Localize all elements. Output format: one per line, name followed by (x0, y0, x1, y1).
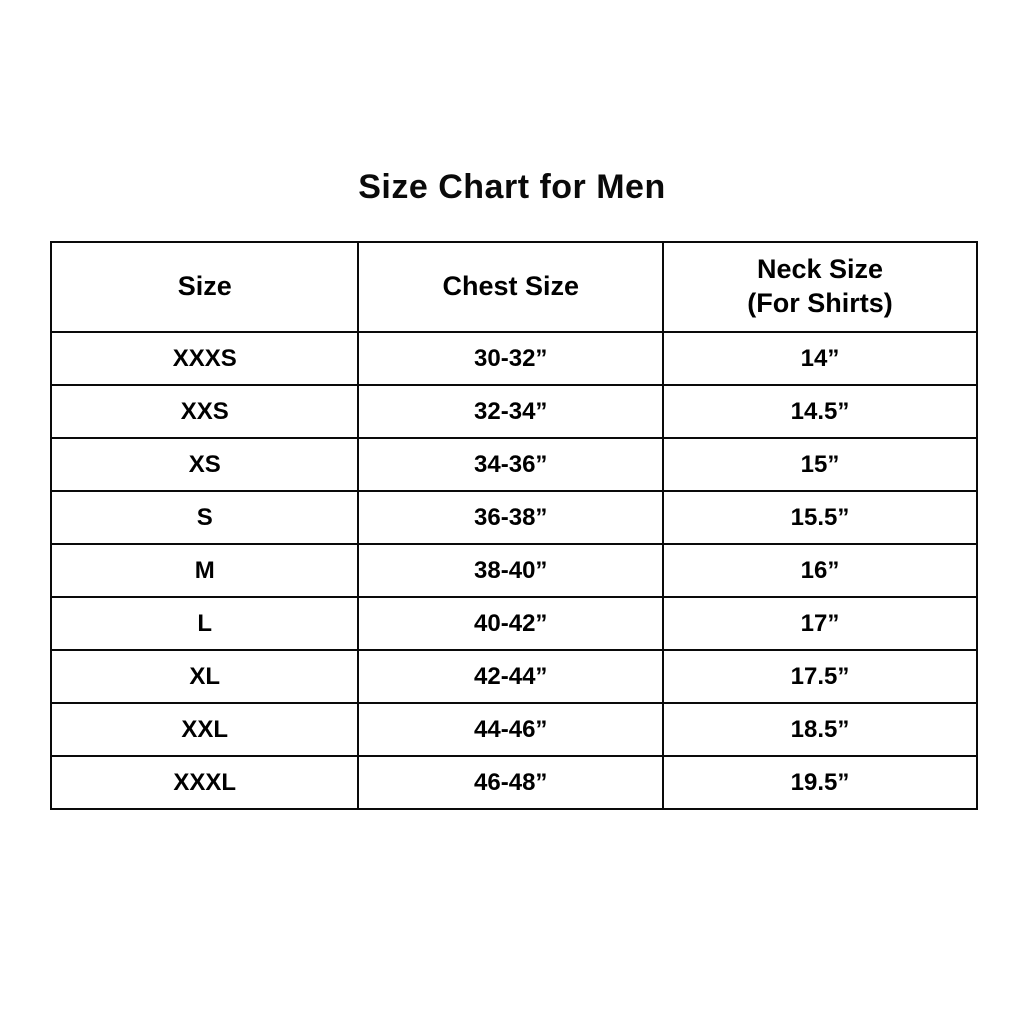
neck-size-cell: 18.5” (663, 703, 977, 756)
table-header-row (51, 242, 977, 332)
chest-size-cell: 46-48” (358, 756, 663, 809)
size-chart-table (50, 241, 978, 810)
chest-size-cell: 36-38” (358, 491, 663, 544)
table-body (51, 332, 977, 809)
size-cell: XXXL (51, 756, 358, 809)
neck-size-cell: 14” (663, 332, 977, 385)
header-neck-size (663, 242, 977, 332)
header-size-label: Size (177, 271, 232, 302)
table-row (51, 544, 977, 597)
table-row (51, 597, 977, 650)
size-cell: XL (51, 650, 358, 703)
table-row (51, 650, 977, 703)
header-neck-size-sublabel: (For Shirts) (747, 288, 893, 318)
header-chest-size-label: Chest Size (442, 271, 580, 302)
chest-size-cell: 32-34” (358, 385, 663, 438)
header-chest-size (358, 242, 663, 332)
table-row (51, 332, 977, 385)
neck-size-cell: 16” (663, 544, 977, 597)
neck-size-cell: 14.5” (663, 385, 977, 438)
neck-size-cell: 17” (663, 597, 977, 650)
header-size (51, 242, 358, 332)
chest-size-cell: 38-40” (358, 544, 663, 597)
size-cell: XS (51, 438, 358, 491)
chest-size-cell: 42-44” (358, 650, 663, 703)
neck-size-cell: 19.5” (663, 756, 977, 809)
table-row (51, 438, 977, 491)
neck-size-cell: 15” (663, 438, 977, 491)
size-cell: M (51, 544, 358, 597)
header-neck-size-label: Neck Size (756, 254, 884, 285)
chest-size-cell: 34-36” (358, 438, 663, 491)
neck-size-cell: 17.5” (663, 650, 977, 703)
page-title: Size Chart for Men (358, 168, 666, 206)
chest-size-cell: 44-46” (358, 703, 663, 756)
size-cell: XXL (51, 703, 358, 756)
neck-size-cell: 15.5” (663, 491, 977, 544)
chest-size-cell: 30-32” (358, 332, 663, 385)
table-row (51, 703, 977, 756)
size-cell: XXXS (51, 332, 358, 385)
size-cell: L (51, 597, 358, 650)
size-cell: S (51, 491, 358, 544)
table-row (51, 385, 977, 438)
table-row (51, 491, 977, 544)
chest-size-cell: 40-42” (358, 597, 663, 650)
table-row (51, 756, 977, 809)
size-cell: XXS (51, 385, 358, 438)
